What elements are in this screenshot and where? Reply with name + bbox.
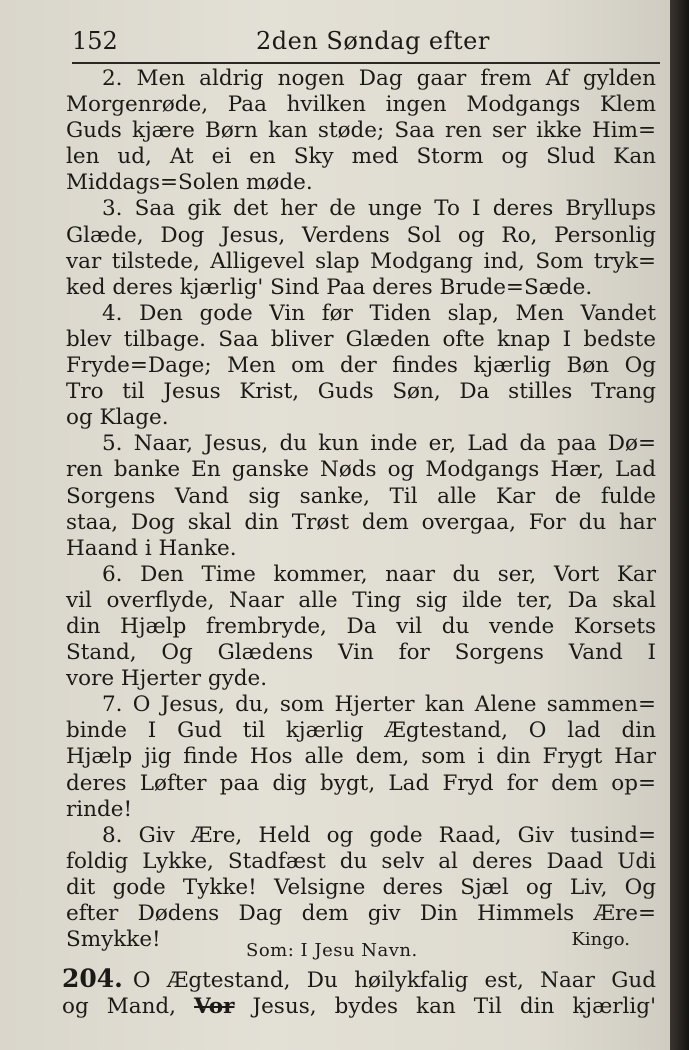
stanza-line: 6. Den Time kommer, naar du ser, Vort Kar	[102, 561, 656, 587]
stanza-line: blev tilbage. Saa bliver Glæden ofte knap I bedste	[66, 326, 656, 352]
stanza-line: var tilstede, Alligevel slap Modgang ind, Som tryk=	[66, 248, 656, 274]
stanza-7	[66, 692, 656, 822]
stanza-line: din Hjælp frembryde, Da vil du vende Korsets	[66, 613, 656, 639]
stanza-line: Tro til Jesus Krist, Guds Søn, Da stilles Trang	[66, 379, 656, 405]
stanza-line: rinde!	[66, 796, 133, 822]
stanza-line: binde I Gud til kjærlig Ægtestand, O lad din	[66, 718, 656, 744]
stanza-line: 2. Men aldrig nogen Dag gaar frem Af gylden	[102, 66, 656, 91]
header-rule	[72, 62, 660, 64]
stanza-line: Sorgens Vand sig sanke, Til alle Kar de fulde	[66, 483, 656, 509]
stanza-line: ren banke En ganske Nøds og Modgangs Hær, Lad	[66, 457, 656, 483]
struck-word: Vor	[194, 994, 235, 1019]
melody-note: Som: I Jesu Navn.	[246, 940, 418, 961]
stanza-4	[66, 301, 656, 431]
stanza-line: Middags=Solen møde.	[66, 170, 313, 196]
hymn-line-text: O Ægtestand, Du høilykfalig est, Naar Gud	[132, 968, 656, 993]
stanza-line: len ud, At ei en Sky med Storm og Slud Kan	[66, 144, 656, 170]
stanza-line: efter Dødens Dag dem giv Din Himmels Ære=	[66, 901, 656, 926]
stanza-line: Morgenrøde, Paa hvilken ingen Modgangs Klem	[66, 92, 656, 118]
stanza-line: 5. Naar, Jesus, du kun inde er, Lad da paa Dø=	[102, 431, 656, 457]
stanza-line: ked deres kjærlig' Sind Paa deres Brude=Sæde.	[66, 274, 593, 300]
hymn-text	[66, 66, 656, 953]
hymn-line-text: og Mand,	[62, 994, 177, 1019]
stanza-line: 3. Saa gik det her de unge To I deres Bryllups	[102, 196, 656, 222]
stanza-line: 4. Den gode Vin før Tiden slap, Men Vandet	[102, 300, 656, 326]
stanza-8	[66, 823, 656, 953]
stanza-line: Stand, Og Glædens Vin for Sorgens Vand I	[66, 640, 656, 666]
stanza-line: 8. Giv Ære, Held og gode Raad, Giv tusind=	[102, 822, 656, 848]
stanza-5	[66, 431, 656, 561]
hymn-first-line	[62, 966, 656, 994]
author-signature: Kingo.	[571, 929, 630, 951]
stanza-line: vore Hjerter gyde.	[66, 666, 268, 692]
stanza-line: staa, Dog skal din Trøst dem overgaa, For du har	[66, 509, 656, 535]
stanza-6	[66, 562, 656, 692]
stanza-line: Glæde, Dog Jesus, Verdens Sol og Ro, Personlig	[66, 222, 656, 248]
hymn-line-text: Jesus, bydes kan Til din kjærlig'	[252, 994, 656, 1019]
stanza-line: Fryde=Dage; Men om der findes kjærlig Bøn Og	[66, 353, 656, 379]
stanza-line: Guds kjære Børn kan støde; Saa ren ser ikke Him=	[66, 118, 656, 144]
page-number: 152	[72, 27, 118, 55]
stanza-line: Hjælp jig finde Hos alle dem, som i din Frygt Har	[66, 744, 656, 770]
stanza-line: og Klage.	[66, 405, 169, 431]
stanza-line: deres Løfter paa dig bygt, Lad Fryd for dem op=	[66, 770, 656, 796]
hymn-second-line	[62, 994, 656, 1020]
stanza-line: Haand i Hanke.	[66, 535, 237, 561]
stanza-3	[66, 196, 656, 300]
stanza-line: 7. O Jesus, du, som Hjerter kan Alene sammen=	[102, 692, 656, 718]
next-hymn	[62, 966, 656, 1020]
page-header	[72, 24, 632, 58]
stanza-line: Smykke!	[66, 927, 161, 953]
stanza-line: vil overflyde, Naar alle Ting sig ilde ter, Da skal	[66, 587, 656, 613]
stanza-line: foldig Lykke, Stadfæst du selv al deres Daad Udi	[66, 848, 656, 874]
stanza-2	[66, 66, 656, 196]
book-spine-shadow	[670, 0, 689, 1050]
running-title: 2den Søndag efter	[256, 27, 490, 55]
hymn-number: 204.	[62, 964, 123, 993]
stanza-line: dit gode Tykke! Velsigne deres Sjæl og Liv, Og	[66, 874, 656, 900]
